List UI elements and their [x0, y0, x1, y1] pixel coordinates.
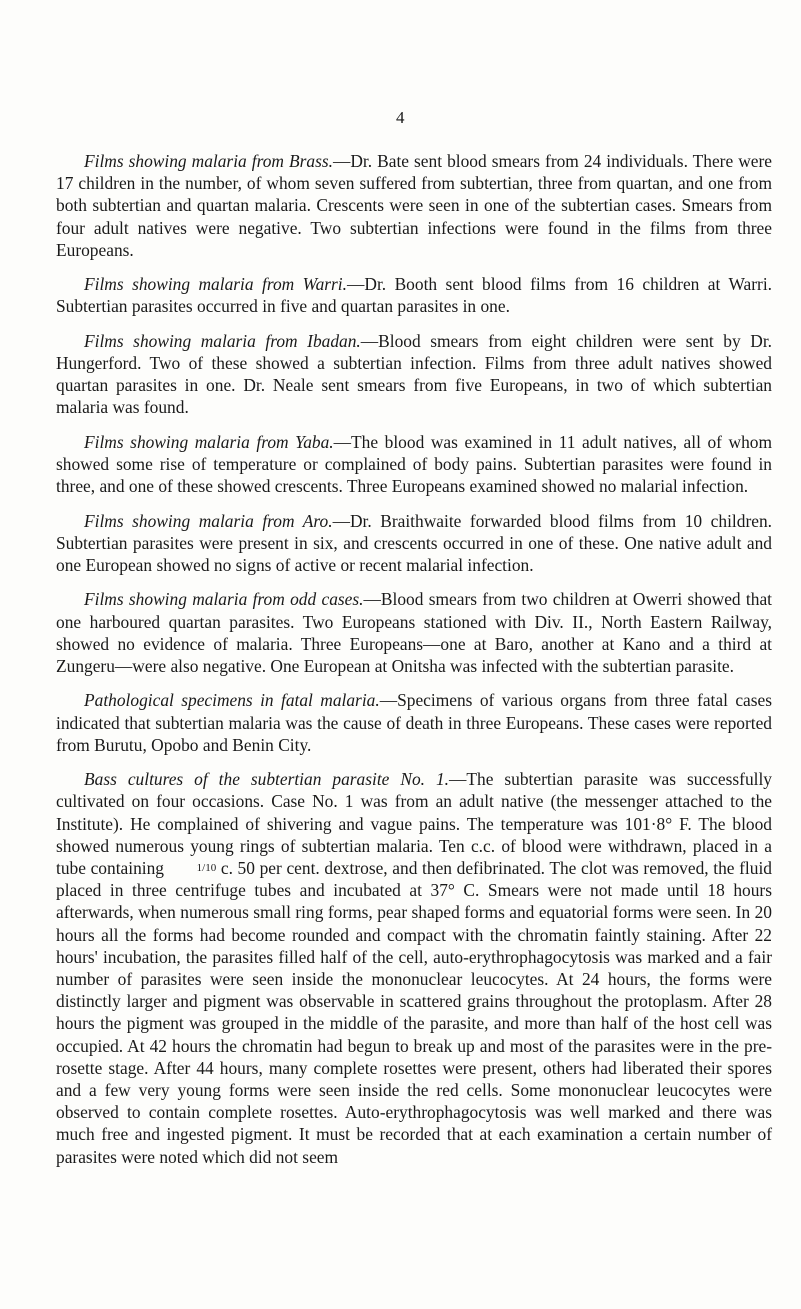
body-text: [56, 150, 772, 1168]
paragraph-heading: Films showing malaria from Yaba.: [84, 431, 334, 452]
paragraph-brass: [56, 150, 772, 261]
paragraph-heading: Films showing malaria from Aro.: [84, 510, 333, 531]
paragraph-text: —Blood smears from eight children were sent by Dr. Hungerford. Two of these showed a subtertian infection. Films from three adult natives showed quartan parasites in one. Dr. Neale sent smears from five Europeans, in two of which subtertian malaria was found.: [56, 330, 772, 418]
page-number: 4: [396, 108, 405, 127]
paragraph-heading: Films showing malaria from odd cases.: [84, 589, 364, 610]
paragraph-text: —The blood was examined in 11 adult natives, all of whom showed some rise of temperature or complained of body pains. Subtertian parasites were found in three, and one of these showed crescents. Three Europeans examined showed no malarial infection.: [56, 431, 772, 497]
paragraph-pathological: [56, 689, 772, 756]
fraction: 1/10: [196, 862, 217, 874]
paragraph-heading: Films showing malaria from Warri.: [84, 274, 347, 295]
paragraph-text: —Dr. Bate sent blood smears from 24 individuals. There were 17 children in the number, of whom seven suffered from subtertian, three from quartan, and one from both subtertian and quartan malaria. Crescents were seen in one of the subtertian cases. Smears from four adult natives were negative. Two subtertian infections were found in the films from three Europeans.: [56, 151, 772, 260]
paragraph-heading: Pathological specimens in fatal malaria.: [84, 690, 380, 711]
paragraph-heading: Films showing malaria from Ibadan.: [84, 330, 361, 351]
paragraph-text: —The subtertian parasite was successfully cultivated on four occasions. Case No. 1 was from an adult native (the messenger attached to the Institute). He complained of shivering and vague pains. The temperature was 101·8° F. The blood showed numerous young rings of subtertian malaria. Ten c.c. of blood were withdrawn, placed in a tube containing: [56, 769, 772, 878]
paragraph-bass-cultures: [56, 768, 772, 1168]
paragraph-heading: Films showing malaria from Brass.: [84, 151, 333, 171]
paragraph-odd-cases: [56, 588, 772, 677]
paragraph-text: —Specimens of various organs from three fatal cases indicated that subtertian malaria was the cause of death in three Europeans. These cases were reported from Burutu, Opobo and Benin City.: [56, 690, 773, 755]
paragraph-text: —Dr. Braithwaite forwarded blood films from 10 children. Subtertian parasites were present in six, and crescents occurred in one of these. One native adult and one European showed no signs of active or recent malarial infection.: [56, 510, 773, 575]
paragraph-warri: [56, 273, 772, 317]
paragraph-yaba: [56, 431, 772, 498]
paragraph-aro: [56, 510, 772, 577]
paragraph-text: c. 50 per cent. dextrose, and then defibrinated. The clot was removed, the fluid placed in three centrifuge tubes and incubated at 37° C. Smears were not made until 18 hours afterwards, when numerous small ring forms, pear shaped forms and equatorial forms were seen. In 20 hours all the forms had become rounded and compact with the chromatin faintly staining. After 22 hours' incubation, the parasites filled half of the cell, auto-erythrophagocytosis was marked and a fair number of parasites were seen inside the mononuclear leucocytes. At 24 hours, the forms were distinctly larger and pigment was observable in scattered grains throughout the protoplasm. After 28 hours the pigment was grouped in the middle of the parasite, and more than half of the host cell was occupied. At 42 hours the chromatin had begun to break up and most of the parasites were in the pre-rosette stage. After 44 hours, many complete rosettes were present, others had liberated their spores and a few very young forms were seen inside the red cells. Some mononuclear leucocytes were observed to contain complete rosettes. Auto-erythrophagocytosis was well marked and there was much free and ingested pigment. It must be recorded that at each examination a certain number of parasites were noted which did not seem: [56, 858, 772, 1167]
paragraph-heading: Bass cultures of the subtertian parasite No. 1.: [84, 769, 449, 790]
paragraph-text: —Dr. Booth sent blood films from 16 children at Warri. Subtertian parasites occurred in five and quartan parasites in one.: [56, 274, 773, 317]
paragraph-text: —Blood smears from two children at Owerri showed that one harboured quartan parasites. Two Europeans stationed with Div. II., North Eastern Railway, showed no evidence of malaria. Three Europeans—one at Baro, another at Kano and a third at Zungeru—were also negative. One European at Onitsha was infected with the subtertian parasite.: [56, 589, 773, 676]
paragraph-ibadan: [56, 330, 772, 419]
